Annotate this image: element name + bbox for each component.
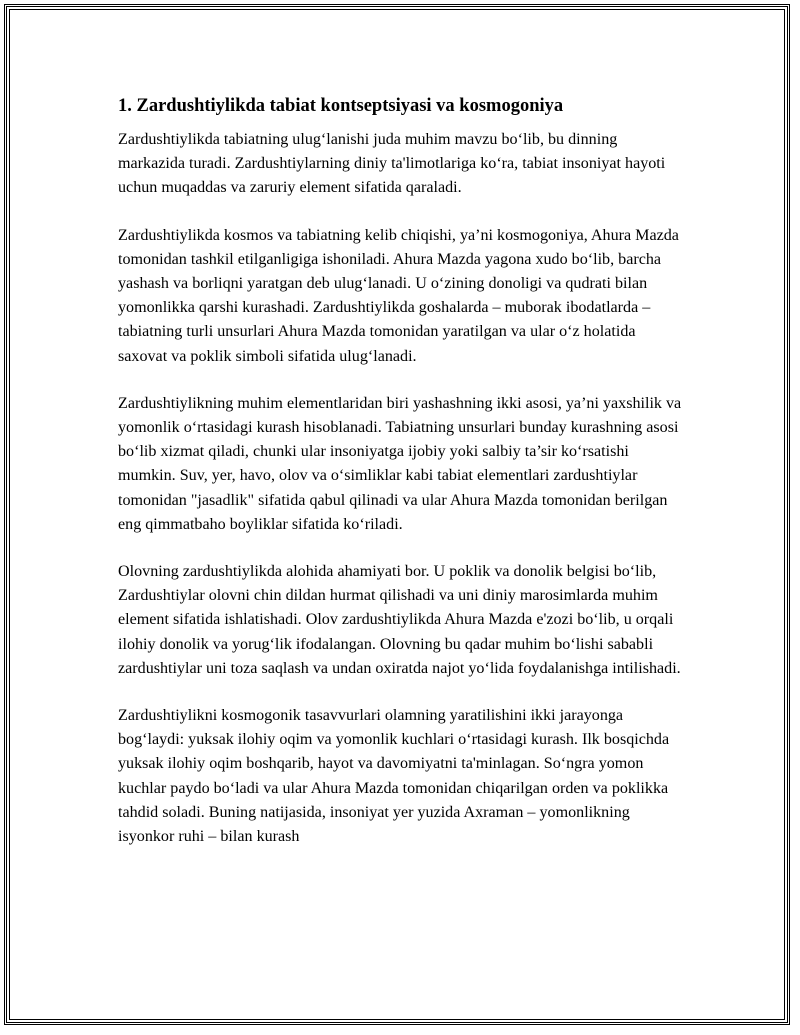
- paragraph-4: Olovning zardushtiylikda alohida ahamiyati bor. U poklik va donolik belgisi bo‘lib, Zardushtiylar olovni chin dildan hurmat qilishadi va uni diniy marosimlarda muhim element sifatida ishlatishadi. Olov zardushtiylikda Ahura Mazda e'zozi bo‘lib, u orqali ilohiy donolik va yorug‘lik ifodalangan. Olovning bu qadar muhim bo‘lishi sababli zardushtiylar uni toza saqlash va undan oxiratda najot yo‘lida foydalanishga intilishadi.: [118, 563, 681, 677]
- paragraph-2: Zardushtiylikda kosmos va tabiatning kelib chiqishi, ya’ni kosmogoniya, Ahura Mazda tomonidan tashkil etilganligiga ishoniladi. Ahura Mazda yagona xudo bo‘lib, barcha yashash va borliqni yaratgan deb ulug‘lanadi. U o‘zining donoligi va qudrati bilan yomonlikka qarshi kurashadi. Zardushtiylikda goshalarda – muborak ibodatlarda – tabiatning turli unsurlari Ahura Mazda tomonidan yaratilgan va ular o‘z holatida saxovat va poklik simboli sifatida ulug‘lanadi.: [118, 226, 679, 365]
- paragraph-1: Zardushtiylikda tabiatning ulug‘lanishi juda muhim mavzu bo‘lib, bu dinning markazida turadi. Zardushtiylarning diniy ta'limotlariga ko‘ra, tabiat insoniyat hayoti uchun muqaddas va zaruriy element sifatida qaraladi.: [118, 131, 666, 197]
- section-heading: 1. Zardushtiylikda tabiat kontseptsiyasi va kosmogoniya: [118, 96, 564, 116]
- paragraph-3: Zardushtiylikning muhim elementlaridan biri yashashning ikki asosi, ya’ni yaxshilik va yomonlik o‘rtasidagi kurash hisoblanadi. Tabiatning unsurlari bunday kurashning asosi bo‘lib xizmat qiladi, chunki ular insoniyatga ijobiy yoki salbiy ta’sir ko‘rsatishi mumkin. Suv, yer, havo, olov va o‘simliklar kabi tabiat elementlari zardushtiylar tomonidan "jasadlik" sifatida qabul qilinadi va ular Ahura Mazda tomonidan berilgan eng qimmatbaho boyliklar sifatida ko‘riladi.: [118, 394, 682, 533]
- document-body: [118, 93, 686, 872]
- paragraph-5: Zardushtiylikni kosmogonik tasavvurlari olamning yaratilishini ikki jarayonga bog‘laydi: yuksak ilohiy oqim va yomonlik kuchlari o‘rtasidagi kurash. Ilk bosqichda yuksak ilohiy oqim boshqarib, hayot va davomiyatni ta'minlagan. So‘ngra yomon kuchlar paydo bo‘ladi va ular Ahura Mazda tomonidan chiqarilgan orden va poklikka tahdid soladi. Buning natijasida, insoniyat yer yuzida Axraman – yomonlikning isyonkor ruhi – bilan kurash: [118, 707, 670, 846]
